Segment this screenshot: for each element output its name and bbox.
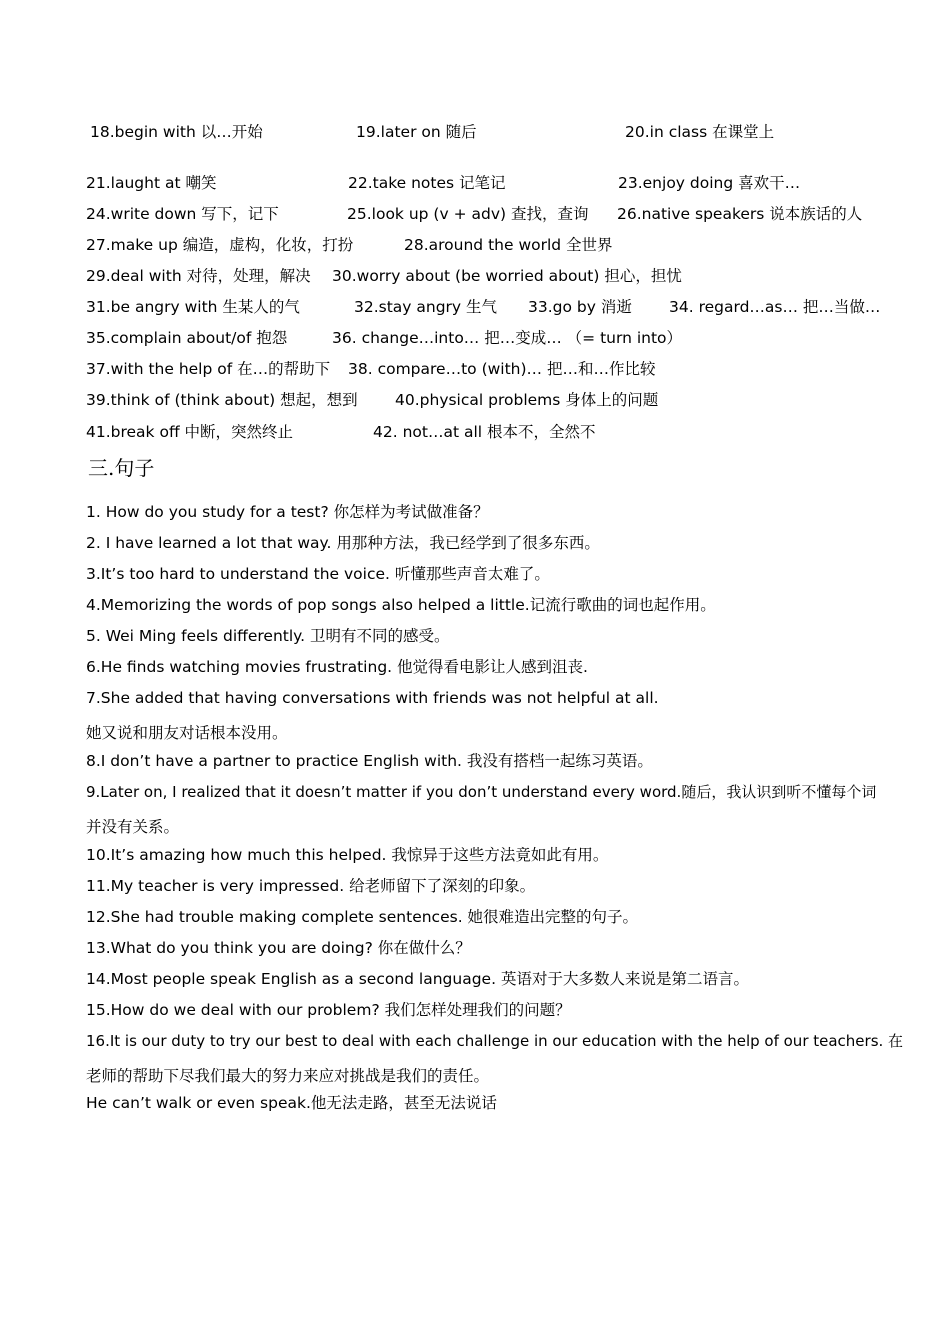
- sentence-8: 8.I don’t have a partner to practice English with. 我没有搭档一起练习英语。: [86, 752, 653, 770]
- sentence-12: 12.She had trouble making complete sentences. 她很难造出完整的句子。: [86, 908, 639, 926]
- sentence-5: 5. Wei Ming feels differently. 卫明有不同的感受。: [86, 627, 450, 645]
- phrase-38: 38. compare…to (with)… 把…和…作比较: [348, 360, 656, 378]
- sentence-17: He can’t walk or even speak.他无法走路，甚至无法说话: [86, 1094, 497, 1112]
- sentence-16: 16.It is our duty to try our best to deal with each challenge in our education with the help of our teachers. 在: [86, 1032, 904, 1050]
- phrase-26: 26.native speakers 说本族话的人: [617, 205, 863, 223]
- sentence-6: 6.He finds watching movies frustrating. 他觉得看电影让人感到沮丧.: [86, 658, 588, 676]
- phrase-25: 25.look up (v + adv) 查找，查询: [347, 205, 589, 223]
- phrase-42: 42. not…at all 根本不，全然不: [373, 423, 596, 441]
- phrase-29: 29.deal with 对待，处理，解决: [86, 267, 311, 285]
- sentence-2: 2. I have learned a lot that way. 用那种方法，我已经学到了很多东西。: [86, 534, 600, 552]
- phrase-30: 30.worry about (be worried about) 担心，担忧: [332, 267, 682, 285]
- sentence-15: 15.How do we deal with our problem? 我们怎样处理我们的问题？: [86, 1001, 571, 1019]
- sentence-9: 9.Later on, I realized that it doesn’t matter if you don’t understand every word.随后，我认识到听不懂每个词: [86, 783, 877, 801]
- phrase-20: 20.in class 在课堂上: [625, 123, 775, 141]
- phrase-19: 19.later on 随后: [356, 123, 477, 141]
- sentence-13: 13.What do you think you are doing? 你在做什么？: [86, 939, 471, 957]
- sentence-7: 7.She added that having conversations with friends was not helpful at all.: [86, 689, 659, 707]
- sentence-10: 10.It’s amazing how much this helped. 我惊异于这些方法竟如此有用。: [86, 846, 609, 864]
- phrase-31: 31.be angry with 生某人的气: [86, 298, 300, 316]
- sentence-1: 1. How do you study for a test? 你怎样为考试做准备？: [86, 503, 489, 521]
- sentence-7-translation: 她又说和朋友对话根本没用。: [86, 724, 288, 742]
- phrase-32: 32.stay angry 生气: [354, 298, 498, 316]
- phrase-33: 33.go by 消逝: [528, 298, 632, 316]
- sentence-4: 4.Memorizing the words of pop songs also helped a little.记流行歌曲的词也起作用。: [86, 596, 716, 614]
- phrase-36: 36. change…into… 把…变成… （= turn into）: [332, 329, 683, 347]
- phrase-18: 18.begin with 以…开始: [90, 123, 263, 141]
- sentence-9-continuation: 并没有关系。: [86, 818, 180, 836]
- phrase-40: 40.physical problems 身体上的问题: [395, 391, 659, 409]
- section-heading: 三.句子: [88, 456, 155, 480]
- phrase-24: 24.write down 写下，记下: [86, 205, 279, 223]
- sentence-14: 14.Most people speak English as a second language. 英语对于大多数人来说是第二语言。: [86, 970, 749, 988]
- phrase-41: 41.break off 中断，突然终止: [86, 423, 294, 441]
- phrase-21: 21.laught at 嘲笑: [86, 174, 217, 192]
- sentence-3: 3.It’s too hard to understand the voice. 听懂那些声音太难了。: [86, 565, 550, 583]
- phrase-28: 28.around the world 全世界: [404, 236, 613, 254]
- phrase-39: 39.think of (think about) 想起，想到: [86, 391, 358, 409]
- sentence-11: 11.My teacher is very impressed. 给老师留下了深刻的印象。: [86, 877, 536, 895]
- phrase-37: 37.with the help of 在…的帮助下: [86, 360, 331, 378]
- phrase-22: 22.take notes 记笔记: [348, 174, 506, 192]
- sentence-16-continuation: 老师的帮助下尽我们最大的努力来应对挑战是我们的责任。: [86, 1067, 490, 1085]
- phrase-34: 34. regard…as… 把…当做…: [669, 298, 881, 316]
- phrase-23: 23.enjoy doing 喜欢干…: [618, 174, 801, 192]
- phrase-35: 35.complain about/of 抱怨: [86, 329, 288, 347]
- phrase-27: 27.make up 编造，虚构，化妆，打扮: [86, 236, 354, 254]
